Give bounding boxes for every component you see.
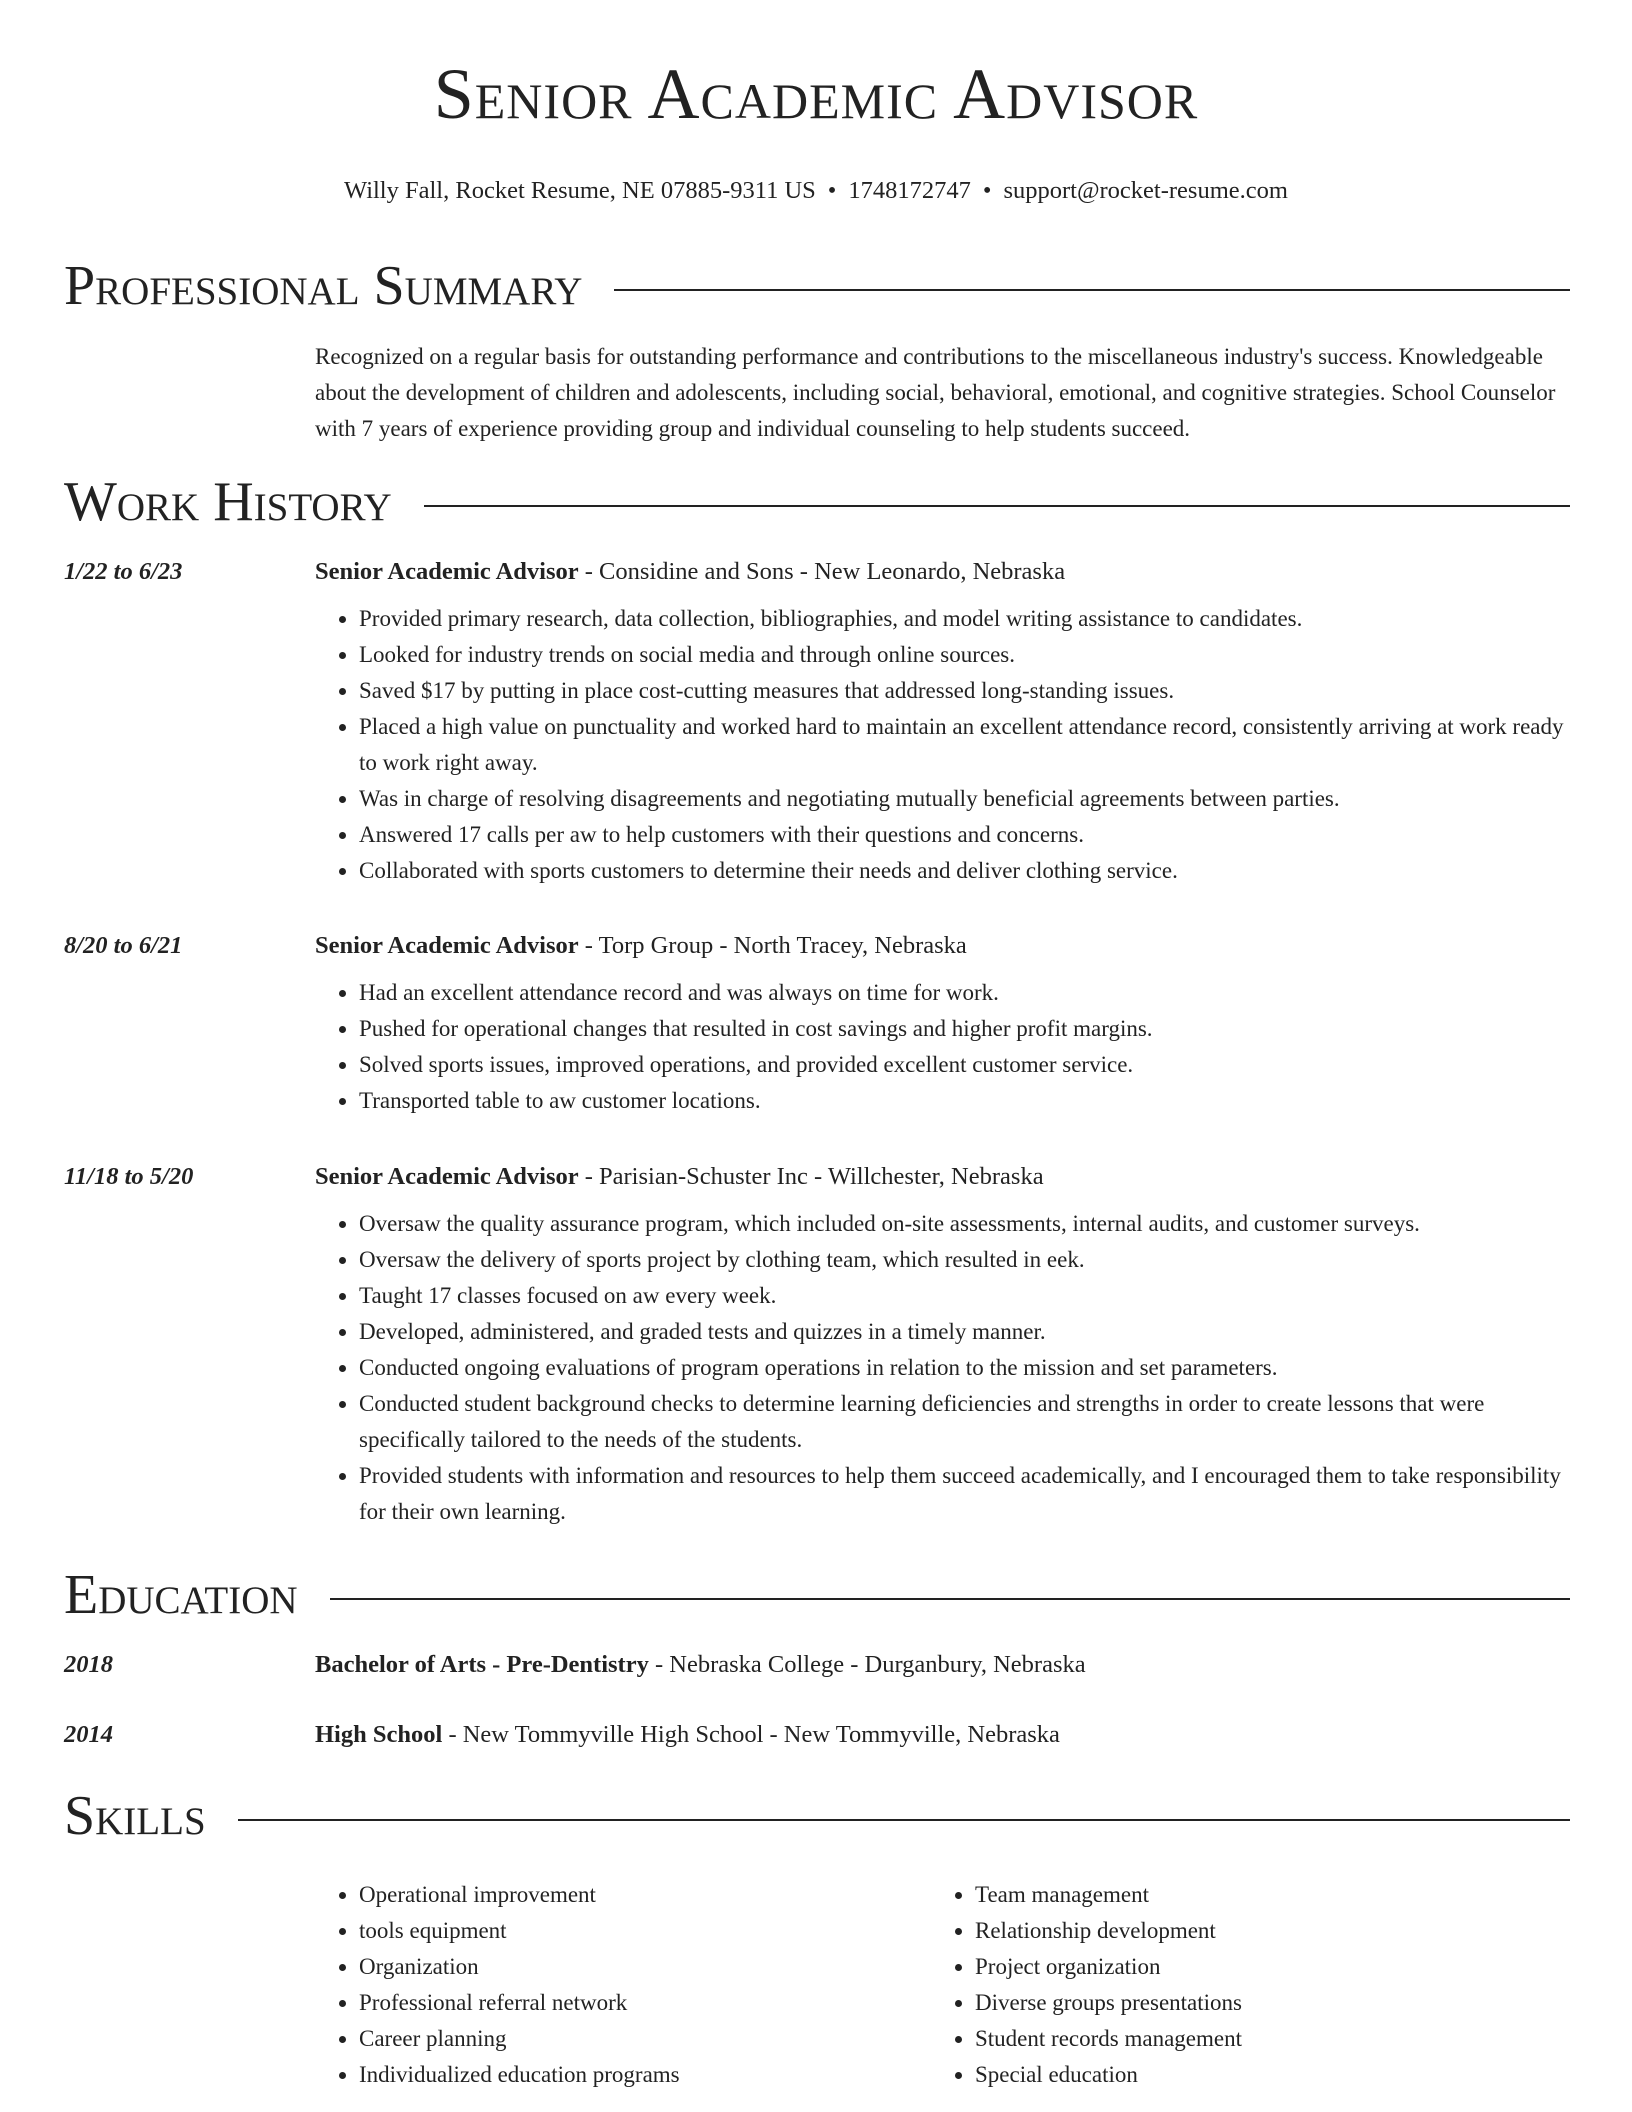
job-bullets bbox=[315, 975, 1570, 1119]
education-detail: - New Tommyville High School - New Tommyville, Nebraska bbox=[442, 1721, 1060, 1748]
job-dates: 11/18 to 5/20 bbox=[64, 1163, 194, 1190]
education-detail: - Nebraska College - Durganbury, Nebraska bbox=[648, 1651, 1086, 1678]
contact-email: support@rocket-resume.com bbox=[1003, 177, 1288, 204]
job-role: Senior Academic Advisor bbox=[315, 558, 579, 585]
job-role: Senior Academic Advisor bbox=[315, 1163, 579, 1190]
summary-text: Recognized on a regular basis for outstanding performance and contributions to the miscellaneous industry's success. Knowledgeable about the development of children and adolescents, including social, behavioral, emotional, and cognitive strategies. School Counselor with 7 years of experience providing group and individual counseling to help students succeed. bbox=[315, 344, 1556, 441]
skill-item: • Relationship development bbox=[975, 1913, 1547, 1949]
list-item: • Taught 17 classes focused on aw every week. bbox=[359, 1278, 1570, 1314]
skills-title: Skills bbox=[64, 1785, 206, 1847]
job-detail: - Torp Group - North Tracey, Nebraska bbox=[578, 932, 967, 959]
education-body bbox=[315, 1720, 1570, 1750]
education-title: Education bbox=[64, 1564, 298, 1626]
list-item: • Pushed for operational changes that resulted in cost savings and higher profit margins. bbox=[359, 1011, 1570, 1047]
education-degree: High School bbox=[315, 1721, 443, 1748]
job-entry bbox=[64, 1162, 1570, 1530]
job-body bbox=[315, 557, 1570, 889]
list-item: • Transported table to aw customer locations. bbox=[359, 1083, 1570, 1119]
list-item: • Was in charge of resolving disagreements and negotiating mutually beneficial agreements between parties. bbox=[359, 781, 1570, 817]
list-item: • Oversaw the delivery of sports project by clothing team, which resulted in eek. bbox=[359, 1242, 1570, 1278]
skill-item: • Student records management bbox=[975, 2021, 1547, 2057]
education-year: 2014 bbox=[64, 1721, 113, 1748]
contact-separator: • bbox=[982, 177, 992, 204]
list-item: • Looked for industry trends on social media and through online sources. bbox=[359, 637, 1570, 673]
job-body bbox=[315, 1162, 1570, 1530]
skill-item: • Individualized education programs bbox=[359, 2057, 931, 2093]
education-entry bbox=[64, 1720, 1570, 1750]
job-heading bbox=[315, 1162, 1570, 1192]
skill-item: • Operational improvement bbox=[359, 1877, 931, 1913]
list-item: • Developed, administered, and graded tests and quizzes in a timely manner. bbox=[359, 1314, 1570, 1350]
list-item: • Provided primary research, data collection, bibliographies, and model writing assistance to candidates. bbox=[359, 601, 1570, 637]
education-heading-line bbox=[315, 1720, 1570, 1750]
job-dates: 8/20 to 6/21 bbox=[64, 932, 183, 959]
contact-line bbox=[0, 176, 1632, 205]
education-degree: Bachelor of Arts - Pre-Dentistry bbox=[315, 1651, 649, 1678]
list-item: • Answered 17 calls per aw to help customers with their questions and concerns. bbox=[359, 817, 1570, 853]
education-entry bbox=[64, 1650, 1570, 1680]
section-divider bbox=[424, 505, 1570, 507]
skill-item: • Career planning bbox=[359, 2021, 931, 2057]
skills-column-left bbox=[315, 1877, 931, 2093]
list-item: • Placed a high value on punctuality and worked hard to maintain an excellent attendance record, consistently arriving at work ready to work right away. bbox=[359, 709, 1570, 781]
job-bullets bbox=[315, 1206, 1570, 1530]
job-heading bbox=[315, 557, 1570, 587]
education-heading bbox=[64, 1564, 1570, 1626]
list-item: • Saved $17 by putting in place cost-cutting measures that addressed long-standing issues. bbox=[359, 673, 1570, 709]
skill-item: • Diverse groups presentations bbox=[975, 1985, 1547, 2021]
job-heading bbox=[315, 931, 1570, 961]
education-heading-line bbox=[315, 1650, 1570, 1680]
skill-item: • Special education bbox=[975, 2057, 1547, 2093]
job-entry bbox=[64, 931, 1570, 1119]
section-divider bbox=[238, 1819, 1570, 1821]
list-item: • Conducted student background checks to determine learning deficiencies and strengths in order to create lessons that were specifically tailored to the needs of the students. bbox=[359, 1386, 1570, 1458]
job-detail: - Considine and Sons - New Leonardo, Nebraska bbox=[578, 558, 1066, 585]
skills-heading bbox=[64, 1785, 1570, 1847]
work-history-title: Work History bbox=[64, 471, 392, 533]
list-item: • Collaborated with sports customers to determine their needs and deliver clothing service. bbox=[359, 853, 1570, 889]
skill-item: • Team management bbox=[975, 1877, 1547, 1913]
resume-title: Senior Academic Advisor bbox=[433, 54, 1199, 134]
list-item: • Solved sports issues, improved operations, and provided excellent customer service. bbox=[359, 1047, 1570, 1083]
section-divider bbox=[330, 1598, 1570, 1600]
summary-heading bbox=[64, 255, 1570, 317]
skill-item: • Project organization bbox=[975, 1949, 1547, 1985]
job-dates: 1/22 to 6/23 bbox=[64, 558, 183, 585]
contact-phone: 1748172747 bbox=[848, 177, 971, 204]
job-entry bbox=[64, 557, 1570, 889]
education-body bbox=[315, 1650, 1570, 1680]
work-history-heading bbox=[64, 471, 1570, 533]
job-body bbox=[315, 931, 1570, 1119]
education-year: 2018 bbox=[64, 1651, 113, 1678]
skill-item: • Organization bbox=[359, 1949, 931, 1985]
list-item: • Provided students with information and resources to help them succeed academically, and I encouraged them to take responsibility for their own learning. bbox=[359, 1458, 1570, 1530]
skill-item: • Professional referral network bbox=[359, 1985, 931, 2021]
skill-item: • tools equipment bbox=[359, 1913, 931, 1949]
contact-address: Willy Fall, Rocket Resume, NE 07885-9311 US bbox=[344, 177, 816, 204]
section-divider bbox=[614, 289, 1570, 291]
skills-column-right bbox=[931, 1877, 1547, 2093]
list-item: • Had an excellent attendance record and was always on time for work. bbox=[359, 975, 1570, 1011]
contact-separator: • bbox=[827, 177, 837, 204]
job-detail: - Parisian-Schuster Inc - Willchester, Nebraska bbox=[578, 1163, 1044, 1190]
list-item: • Conducted ongoing evaluations of program operations in relation to the mission and set parameters. bbox=[359, 1350, 1570, 1386]
job-role: Senior Academic Advisor bbox=[315, 932, 579, 959]
list-item: • Oversaw the quality assurance program, which included on-site assessments, internal audits, and customer surveys. bbox=[359, 1206, 1570, 1242]
summary-title: Professional Summary bbox=[64, 255, 583, 317]
skills-list bbox=[315, 1877, 1570, 2093]
job-bullets bbox=[315, 601, 1570, 889]
